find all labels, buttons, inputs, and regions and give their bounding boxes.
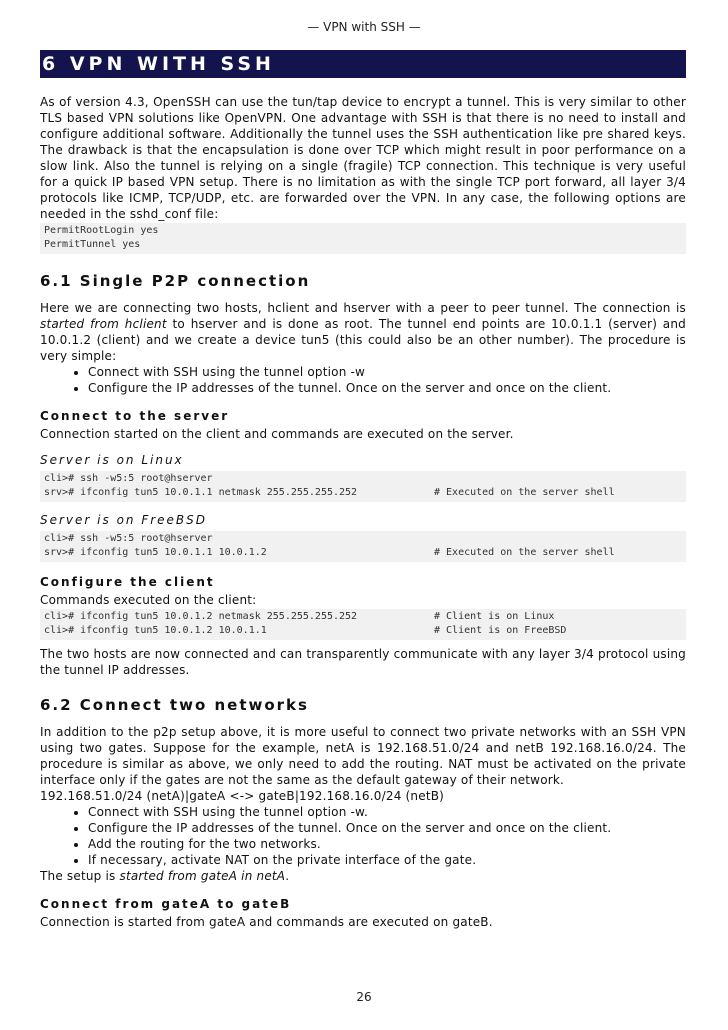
network-procedure-list — [40, 804, 686, 868]
connect-gate-text: Connection is started from gateA and commands are executed on gateB. — [40, 915, 493, 929]
code-comment: # Executed on the server shell — [434, 547, 615, 558]
section-heading-connect-networks: 6.2 Connect two networks — [40, 696, 309, 714]
procedure-list — [40, 364, 686, 396]
code-comment: # Client is on Linux — [434, 611, 555, 622]
code-command: srv># ifconfig tun5 10.0.1.1 netmask 255.255.255.252 — [44, 487, 358, 498]
subheading-configure-client: Configure the client — [40, 575, 215, 589]
list-item: • If necessary, activate NAT on the private interface of the gate. — [88, 852, 686, 868]
setup-sentence — [40, 868, 686, 884]
sshd-config-code — [40, 223, 686, 254]
chapter-title: 6 VPN WITH SSH — [40, 50, 686, 78]
subheading-server-linux: Server is on Linux — [40, 453, 184, 467]
subheading-connect-gate: Connect from gateA to gateB — [40, 897, 292, 911]
code-command: cli># ifconfig tun5 10.0.1.2 10.0.1.1 — [44, 625, 267, 636]
section1-paragraph — [40, 300, 686, 364]
code-command: srv># ifconfig tun5 10.0.1.1 10.0.1.2 — [44, 547, 267, 558]
code-line: PermitRootLogin yes — [44, 225, 159, 236]
code-line — [44, 472, 682, 486]
code-comment: # Client is on FreeBSD — [434, 625, 567, 636]
code-command: cli># ssh -w5:5 root@hserver — [44, 473, 213, 484]
client-code — [40, 609, 686, 640]
page-content — [40, 50, 686, 930]
subheading-server-freebsd: Server is on FreeBSD — [40, 513, 208, 527]
list-item: • Configure the IP addresses of the tunnel. Once on the server and once on the client. — [88, 380, 686, 396]
page-number: 26 — [356, 990, 372, 1004]
code-command: cli># ifconfig tun5 10.0.1.2 netmask 255.255.255.252 — [44, 611, 358, 622]
freebsd-server-code — [40, 531, 686, 562]
section1-closing: The two hosts are now connected and can transparently communicate with any layer 3/4 protocol using the tunnel IP addresses. — [40, 647, 686, 677]
list-item: • Connect with SSH using the tunnel option -w — [88, 364, 686, 380]
code-line: PermitTunnel yes — [44, 239, 141, 250]
section2-paragraph: In addition to the p2p setup above, it is more useful to connect two private networks with an SSH VPN using two gates. Suppose for the example, netA is 192.168.51.0/24 and netB 192.168.16.0/24. The procedure is similar as above, we only need to add the routing. NAT must be activated on the private interface only if the gates are not the same as the default gateway of their network. — [40, 725, 686, 787]
code-line — [44, 610, 682, 624]
network-topology: 192.168.51.0/24 (netA)|gateA <-> gateB|192.168.16.0/24 (netB) — [40, 789, 445, 803]
chapter-intro: As of version 4.3, OpenSSH can use the tun/tap device to encrypt a tunnel. This is very similar to other TLS based VPN solutions like OpenVPN. One advantage with SSH is that there is no need to install and configure additional software. Additionally the tunnel uses the SSH authentication like pre shared keys. The drawback is that the encapsulation is done over TCP which might result in poor performance on a slow link. Also the tunnel is relying on a single (fragile) TCP connection. This technique is very useful for a quick IP based VPN setup. There is no limitation as with the single TCP port forward, all layer 3/4 protocols like ICMP, TCP/UDP, etc. are forwarded over the VPN. In any case, the following options are needed in the sshd_conf file: — [40, 95, 686, 221]
code-line — [44, 532, 682, 546]
text-run: . — [285, 869, 290, 883]
emphasis-text: started from gateA in netA — [119, 869, 286, 883]
text-run: to hserver and is done as root. The tunnel end points are 10.0.1.1 (server) and 10.0.1.2 (client) and we create a device tun5 (this could also be an other number). The procedure is very simple: — [40, 317, 686, 363]
running-header: — VPN with SSH — — [307, 20, 421, 34]
configure-client-text: Commands executed on the client: — [40, 593, 257, 607]
code-line — [44, 486, 682, 500]
linux-server-code — [40, 471, 686, 502]
connect-server-text: Connection started on the client and commands are executed on the server. — [40, 427, 514, 441]
code-line — [44, 546, 682, 560]
text-run: Here we are connecting two hosts, hclient and hserver with a peer to peer tunnel. The connection is — [40, 301, 686, 315]
section-heading-single-p2p: 6.1 Single P2P connection — [40, 272, 311, 290]
code-comment: # Executed on the server shell — [434, 487, 615, 498]
list-item: • Connect with SSH using the tunnel option -w. — [88, 804, 686, 820]
list-item: • Add the routing for the two networks. — [88, 836, 686, 852]
code-command: cli># ssh -w5:5 root@hserver — [44, 533, 213, 544]
code-line — [44, 624, 682, 638]
emphasis-text: started from hclient — [40, 317, 167, 331]
subheading-connect-server: Connect to the server — [40, 409, 230, 423]
list-item: • Configure the IP addresses of the tunnel. Once on the server and once on the client. — [88, 820, 686, 836]
text-run: The setup is — [40, 869, 120, 883]
